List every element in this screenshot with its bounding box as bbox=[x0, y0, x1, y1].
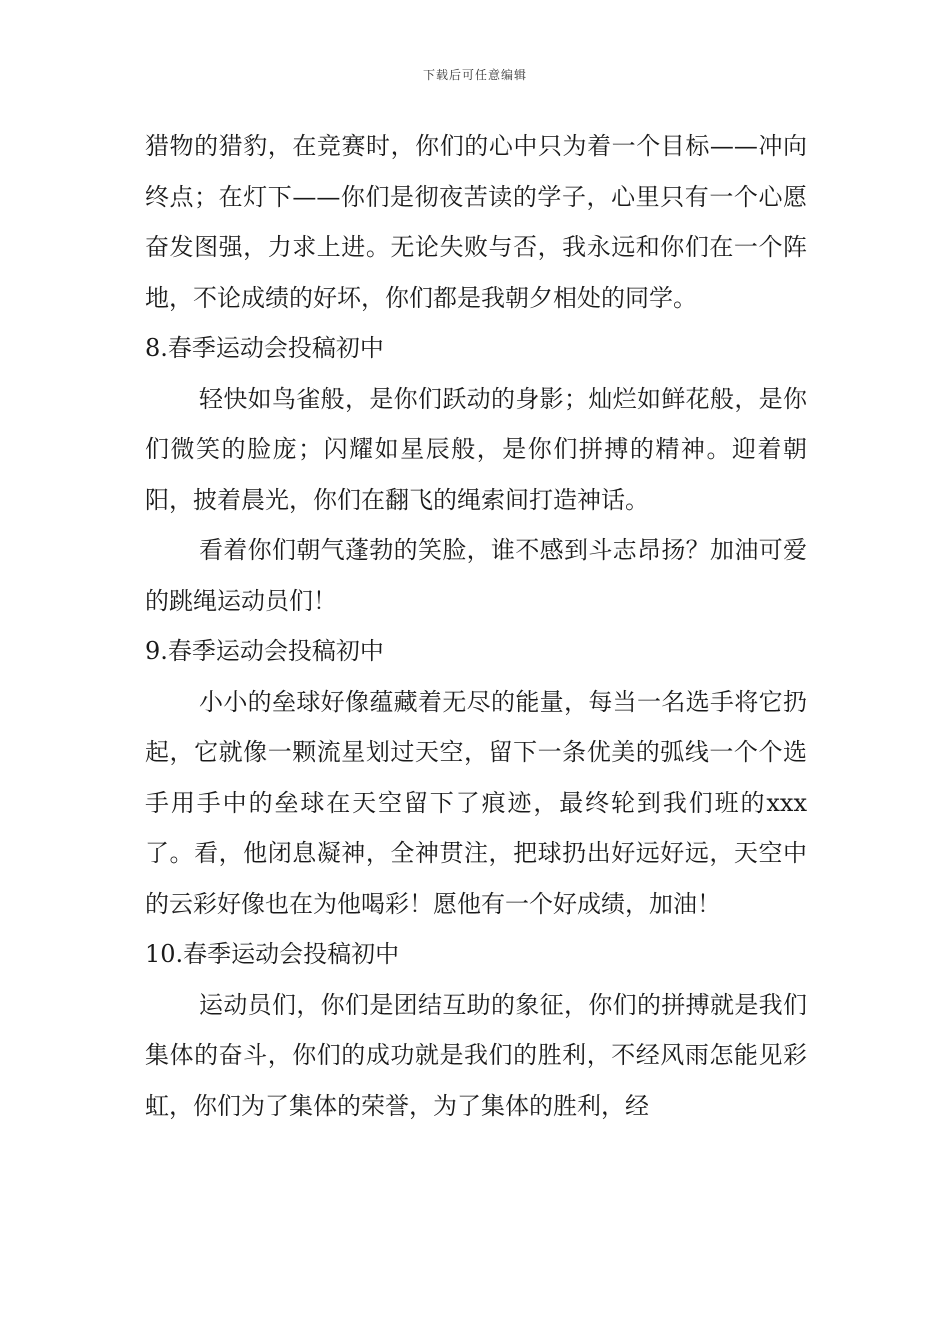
paragraph-9-1: 小小的垒球好像蕴藏着无尽的能量，每当一名选手将它扔起，它就像一颗流星划过天空，留下一条优美的弧线一个个选手用手中的垒球在天空留下了痕迹，最终轮到我们班的xxx了。看，他闭息凝神，全神贯注，把球扔出好远好远，天空中的云彩好像也在为他喝彩！愿他有一个好成绩，加油！ bbox=[145, 687, 807, 918]
paragraph-continuation: 猎物的猎豹，在竞赛时，你们的心中只为着一个目标——冲向终点；在灯下——你们是彻夜苦读的学子，心里只有一个心愿奋发图强，力求上进。无论失败与否，我永远和你们在一个阵地，不论成绩的好坏，你们都是我朝夕相处的同学。 bbox=[145, 132, 807, 312]
document-body bbox=[145, 121, 807, 1131]
section-heading-10: 10.春季运动会投稿初中 bbox=[145, 940, 400, 968]
paragraph-8-2: 看着你们朝气蓬勃的笑脸，谁不感到斗志昂扬？加油可爱的跳绳运动员们！ bbox=[145, 536, 807, 615]
section-heading-9: 9.春季运动会投稿初中 bbox=[145, 637, 384, 665]
paragraph-8-1: 轻快如鸟雀般，是你们跃动的身影；灿烂如鲜花般，是你们微笑的脸庞；闪耀如星辰般，是你们拼搏的精神。迎着朝阳，披着晨光，你们在翻飞的绳索间打造神话。 bbox=[145, 384, 807, 514]
paragraph-10-1: 运动员们，你们是团结互助的象征，你们的拼搏就是我们集体的奋斗，你们的成功就是我们的胜利，不经风雨怎能见彩虹，你们为了集体的荣誉，为了集体的胜利，经 bbox=[145, 990, 807, 1120]
header-note: 下载后可任意编辑 bbox=[422, 68, 527, 82]
section-heading-8: 8.春季运动会投稿初中 bbox=[145, 334, 384, 362]
